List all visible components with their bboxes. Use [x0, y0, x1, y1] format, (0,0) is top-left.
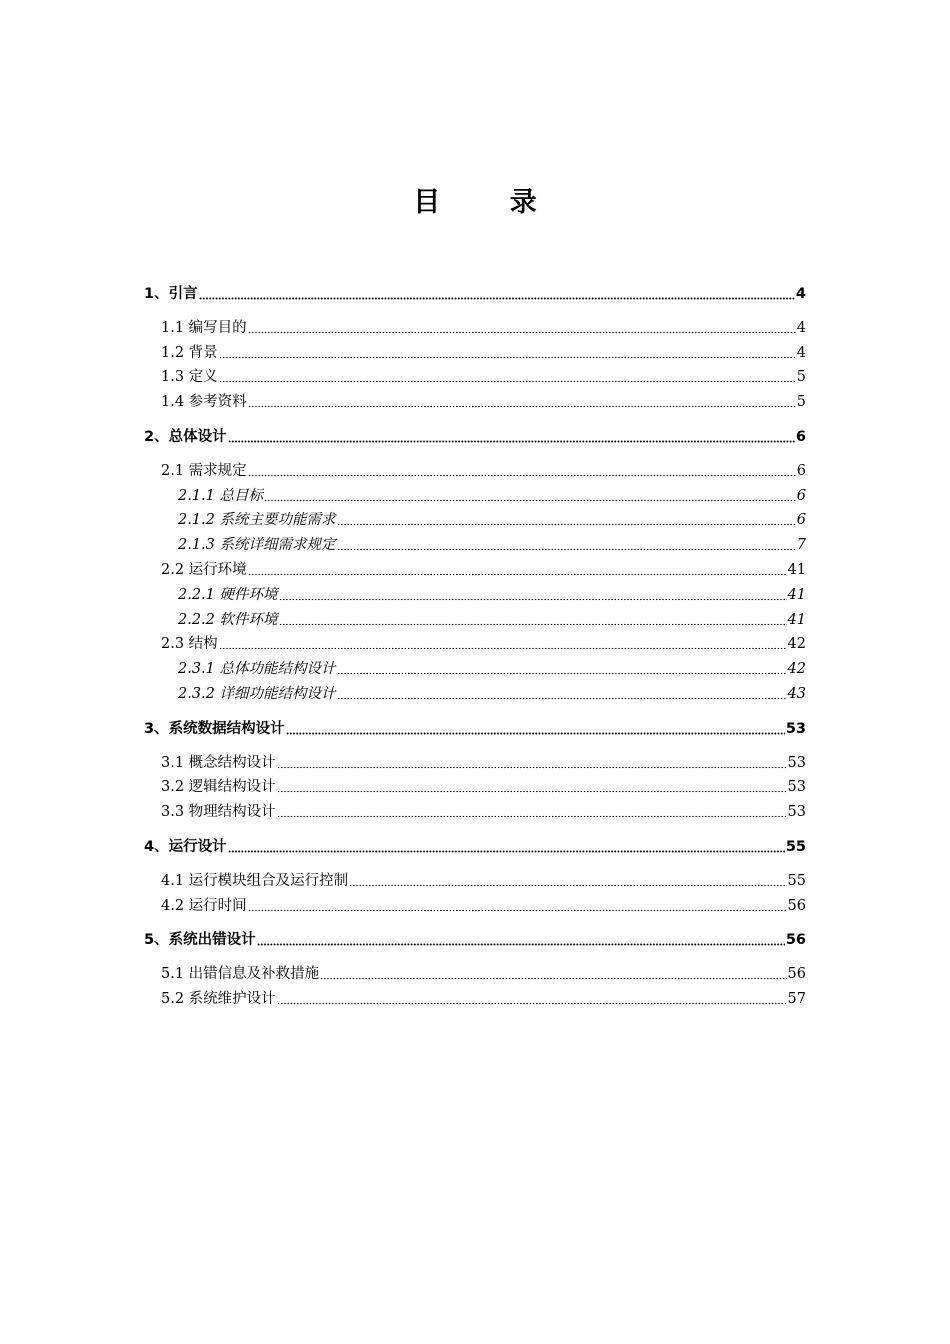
toc-entry-1-4[interactable]: [144, 390, 806, 415]
toc-leader-dots: [337, 684, 787, 700]
toc-entry-label: 3.3 物理结构设计: [161, 804, 276, 821]
toc-entry-page: 42: [787, 661, 806, 678]
toc-entry-label: 2.2.2 软件环境: [178, 611, 278, 628]
toc-entry-label: 1.2 背景: [161, 344, 218, 361]
table-of-contents: [144, 282, 806, 1012]
toc-entry-label: 2.1.1 总目标: [178, 487, 264, 504]
toc-entry-page: 6: [796, 487, 806, 504]
toc-leader-dots: [277, 777, 787, 793]
toc-entry-page: 6: [795, 428, 806, 445]
toc-entry-page: 41: [787, 611, 806, 628]
toc-entry-label: 1.1 编写目的: [161, 319, 247, 336]
toc-leader-dots: [277, 802, 787, 818]
toc-entry-label: 3.2 逻辑结构设计: [161, 779, 276, 796]
toc-entry-1[interactable]: [144, 282, 806, 307]
toc-leader-dots: [337, 510, 796, 526]
toc-entry-page: 42: [787, 636, 806, 653]
toc-leader-dots: [277, 753, 787, 769]
toc-entry-1-3[interactable]: [144, 365, 806, 390]
toc-leader-dots: [248, 560, 787, 576]
toc-entry-2-3-1[interactable]: [144, 657, 806, 682]
toc-leader-dots: [337, 535, 796, 551]
toc-entry-4-1[interactable]: [144, 869, 806, 894]
toc-entry-label: 3、系统数据结构设计: [144, 720, 285, 737]
toc-leader-dots: [219, 634, 787, 650]
toc-entry-3-2[interactable]: [144, 775, 806, 800]
toc-entry-page: 56: [787, 966, 806, 983]
toc-entry-2-1[interactable]: [144, 459, 806, 484]
toc-entry-label: 2.3.1 总体功能结构设计: [178, 661, 336, 678]
toc-entry-label: 4.2 运行时间: [161, 897, 247, 914]
toc-leader-dots: [264, 486, 796, 502]
toc-entry-label: 2.2 运行环境: [161, 561, 247, 578]
toc-entry-4-2[interactable]: [144, 894, 806, 919]
toc-leader-dots: [320, 964, 786, 980]
toc-entry-label: 2.1.3 系统详细需求规定: [178, 537, 336, 554]
toc-entry-label: 5.1 出错信息及补救措施: [161, 966, 320, 983]
toc-leader-dots: [248, 896, 787, 912]
toc-entry-page: 55: [785, 838, 806, 855]
toc-entry-1-2[interactable]: [144, 341, 806, 366]
toc-entry-1-1[interactable]: [144, 316, 806, 341]
toc-leader-dots: [248, 461, 796, 477]
toc-entry-label: 3.1 概念结构设计: [161, 754, 276, 771]
toc-entry-label: 2、总体设计: [144, 428, 227, 445]
toc-entry-label: 1.4 参考资料: [161, 394, 247, 411]
toc-entry-label: 1、引言: [144, 286, 198, 302]
toc-entry-3-3[interactable]: [144, 800, 806, 825]
toc-entry-page: 6: [796, 512, 806, 529]
toc-entry-page: 4: [796, 319, 806, 336]
toc-entry-page: 53: [787, 779, 806, 796]
toc-entry-page: 5: [796, 369, 806, 386]
toc-entry-2-2[interactable]: [144, 558, 806, 583]
toc-entry-4[interactable]: [144, 835, 806, 860]
toc-leader-dots: [277, 989, 787, 1005]
toc-entry-page: 7: [796, 537, 806, 554]
toc-leader-dots: [219, 367, 796, 383]
toc-entry-page: 55: [787, 872, 806, 889]
toc-entry-page: 41: [787, 561, 806, 578]
toc-entry-label: 2.2.1 硬件环境: [178, 586, 278, 603]
toc-entry-page: 56: [785, 932, 806, 949]
toc-entry-label: 2.3 结构: [161, 636, 218, 653]
toc-entry-page: 41: [787, 586, 806, 603]
toc-entry-label: 1.3 定义: [161, 369, 218, 386]
toc-leader-dots: [248, 392, 796, 408]
toc-leader-dots: [219, 343, 796, 359]
toc-entry-3[interactable]: [144, 717, 806, 742]
toc-entry-2-1-1[interactable]: [144, 484, 806, 509]
toc-entry-page: 53: [787, 804, 806, 821]
toc-entry-2-2-2[interactable]: [144, 608, 806, 633]
toc-entry-2-1-3[interactable]: [144, 533, 806, 558]
toc-entry-2-2-1[interactable]: [144, 583, 806, 608]
toc-entry-5-2[interactable]: [144, 987, 806, 1012]
toc-leader-dots: [279, 585, 787, 601]
toc-entry-page: 4: [796, 344, 806, 361]
toc-entry-page: 53: [787, 754, 806, 771]
toc-leader-dots: [286, 719, 785, 735]
toc-entry-page: 57: [787, 990, 806, 1007]
toc-entry-3-1[interactable]: [144, 751, 806, 776]
toc-entry-page: 43: [787, 685, 806, 702]
toc-leader-dots: [199, 284, 795, 300]
toc-entry-label: 4、运行设计: [144, 838, 227, 855]
toc-entry-page: 6: [796, 462, 806, 479]
toc-leader-dots: [349, 871, 786, 887]
toc-entry-2-1-2[interactable]: [144, 508, 806, 533]
toc-leader-dots: [279, 610, 787, 626]
toc-entry-page: 4: [795, 286, 806, 302]
toc-entry-label: 4.1 运行模块组合及运行控制: [161, 872, 349, 889]
toc-entry-5[interactable]: [144, 928, 806, 953]
toc-entry-2-3[interactable]: [144, 632, 806, 657]
toc-entry-2[interactable]: [144, 425, 806, 450]
toc-entry-2-3-2[interactable]: [144, 682, 806, 707]
toc-entry-label: 5.2 系统维护设计: [161, 990, 276, 1007]
toc-title: 目 录: [413, 187, 567, 218]
toc-leader-dots: [337, 659, 787, 675]
toc-entry-page: 5: [796, 394, 806, 411]
toc-entry-label: 2.1.2 系统主要功能需求: [178, 512, 336, 529]
toc-leader-dots: [248, 318, 796, 334]
toc-leader-dots: [257, 930, 785, 946]
toc-leader-dots: [228, 837, 785, 853]
toc-entry-5-1[interactable]: [144, 962, 806, 987]
toc-entry-page: 53: [785, 720, 806, 737]
toc-entry-label: 2.3.2 详细功能结构设计: [178, 685, 336, 702]
toc-leader-dots: [228, 427, 795, 443]
toc-entry-label: 2.1 需求规定: [161, 462, 247, 479]
toc-entry-page: 56: [787, 897, 806, 914]
toc-entry-label: 5、系统出错设计: [144, 932, 256, 949]
